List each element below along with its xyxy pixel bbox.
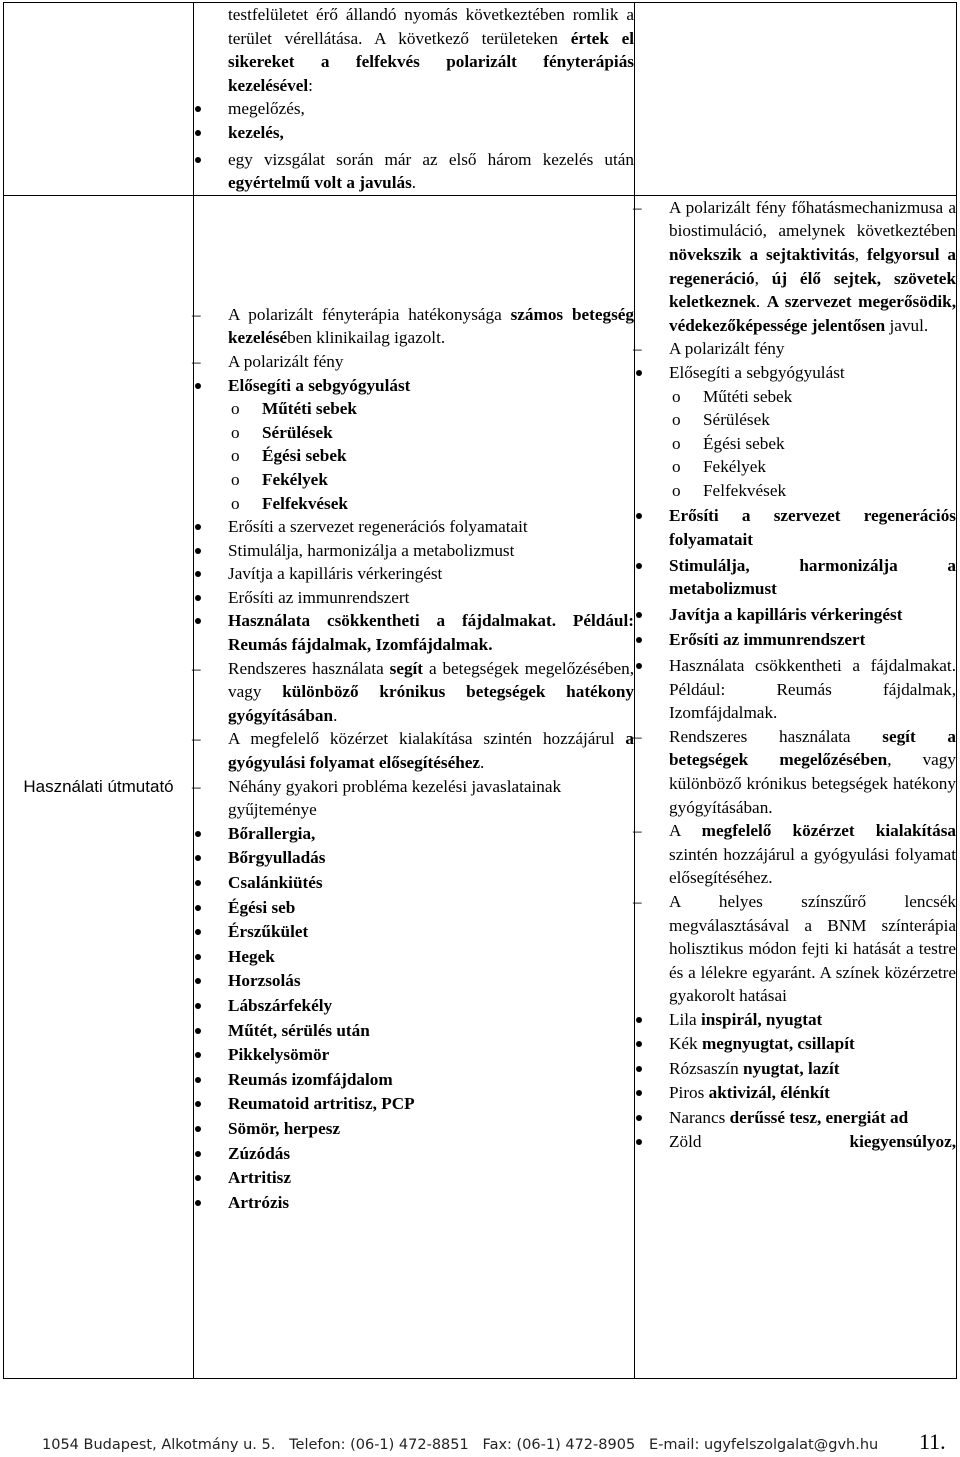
wound-item: o Fekélyek [262,468,634,492]
list-item: Elősegíti a sebgyógyulást o Műtéti sebek o Sérülések o Égési sebek o Fekélyek o Felfekvések [669,361,956,503]
list-item: megelőzés, [228,97,634,121]
color-item: Piros aktivizál, élénkít [669,1081,956,1105]
list-item: Javítja a kapilláris vérkeringést [228,562,634,586]
color-effects-list [635,1008,956,1154]
footer-address: 1054 Budapest, Alkotmány u. 5. Telefon: (06-1) 472-8851 Fax: (06-1) 472-8905 E-mail: ugyfelszolgalat@gvh.hu [42,1437,879,1453]
list-item: Stimulálja, harmonizálja a metabolizmust [228,539,634,563]
problem-item: Reumatoid artritisz, PCP [228,1092,634,1117]
problem-item: Bőrgyulladás [228,846,634,871]
usage-label: Használati útmutató [4,195,194,1378]
list-item: egy vizsgálat során már az első három kezelés után egyértelmű volt a javulás. [228,148,634,195]
problem-item: Hegek [228,945,634,970]
right-benefit-list [635,361,956,725]
problem-item: Műtét, sérülés után [228,1019,634,1044]
problem-item: Horzsolás [228,969,634,994]
light-heading-right: – A polarizált fény [635,337,956,361]
wound-item: o Sérülések [262,421,634,445]
light-heading: – A polarizált fény [194,350,634,374]
text-cell-top [194,3,635,196]
color-item: Lila inspirál, nyugtat [669,1008,956,1032]
list-item: Erősíti a szervezet regenerációs folyamatait [228,515,634,539]
right-cell-empty [635,3,957,196]
problem-item: Sömör, herpesz [228,1117,634,1142]
wound-item: o Felfekvések [703,479,956,503]
problem-list [194,822,634,1216]
wound-item: o Sérülések [703,408,956,432]
problem-item: Zúzódás [228,1142,634,1167]
problem-item: Érszűkület [228,920,634,945]
wellbeing-paragraph: – A megfelelő közérzet kialakítása szintén hozzájárul a gyógyulási folyamat elősegítéséhez. [194,727,634,774]
list-item: kezelés, [228,121,634,145]
problem-item: Artritisz [228,1166,634,1191]
wound-item: o Felfekvések [262,492,634,516]
mechanism-paragraph: – A polarizált fény főhatásmechanizmusa a biostimuláció, amelynek következtében növekszik a sejtaktivitás, felgyorsul a regeneráció, új élő sejtek, szövetek keletkeznek. A szervezet megerősödik, védekezőképessége jelentősen javul. [635,196,956,338]
list-item: Erősíti a szervezet regenerációs folyamatait [669,504,956,551]
wound-list [228,397,634,515]
problem-item: Artrózis [228,1191,634,1216]
list-item: Javítja a kapilláris vérkeringést [669,603,956,627]
wound-item: o Fekélyek [703,455,956,479]
prevention-list [194,97,634,194]
wound-list-right [669,385,956,503]
regular-use-paragraph: – Rendszeres használata segít a betegségek megelőzésében, vagy különböző krónikus betegségek hatékony gyógyításában. [194,657,634,728]
problem-item: Reumás izomfájdalom [228,1068,634,1093]
wound-item: o Műtéti sebek [262,397,634,421]
problems-heading: – Néhány gyakori probléma kezelési javaslatainak gyűjteménye [194,775,634,822]
problem-item: Csalánkiütés [228,871,634,896]
list-item: Erősíti az immunrendszert [228,586,634,610]
list-item: Elősegíti a sebgyógyulást o Műtéti sebek o Sérülések o Égési sebek o Fekélyek o Felfekvések [228,374,634,516]
intro-paragraph: testfelületet érő állandó nyomás következtében romlik a terület vérellátása. A következő területeken értek el sikereket a felfekvés polarizált fényterápiás kezelésével: [228,5,634,95]
problem-item: Pikkelysömör [228,1043,634,1068]
color-item: Zöld kiegyensúlyoz, [669,1130,956,1154]
list-item: Használata csökkentheti a fájdalmakat. Például: Reumás fájdalmak, Izomfájdalmak. [669,654,956,725]
color-item: Narancs derűssé tesz, energiát ad [669,1106,956,1130]
wound-item: o Égési sebek [703,432,956,456]
problem-item: Égési seb [228,896,634,921]
label-cell-empty [4,3,194,196]
color-item: Rózsaszín nyugtat, lazít [669,1057,956,1081]
middle-column [194,195,635,1378]
page-number: 11. [919,1429,946,1454]
wellbeing-right: – A megfelelő közérzet kialakítása szintén hozzájárul a gyógyulási folyamat elősegítéséhez. [635,819,956,890]
right-column [635,195,957,1378]
document-table [3,2,957,1379]
color-item: Kék megnyugtat, csillapít [669,1032,956,1056]
list-item: Stimulálja, harmonizálja a metabolizmust [669,554,956,601]
wound-item: o Égési sebek [262,444,634,468]
efficacy-paragraph: – A polarizált fényterápia hatékonysága számos betegség kezelésében klinikailag igazolt. [194,303,634,350]
list-item: Használata csökkentheti a fájdalmakat. Például: Reumás fájdalmak, Izomfájdalmak. [228,609,634,656]
list-item: Erősíti az immunrendszert [669,628,956,652]
mid-benefit-list [194,374,634,657]
problem-item: Bőrallergia, [228,822,634,847]
problem-item: Lábszárfekély [228,994,634,1019]
regular-use-right: – Rendszeres használata segít a betegségek megelőzésében, vagy különböző krónikus betegségek hatékony gyógyításában. [635,725,956,819]
color-therapy-paragraph: – A helyes színszűrő lencsék megválasztásával a BNM színterápia holisztikus módon fejti ki hatását a testre és a lélekre egyaránt. A színek közérzetre gyakorolt hatásai [635,890,956,1008]
wound-item: o Műtéti sebek [703,385,956,409]
